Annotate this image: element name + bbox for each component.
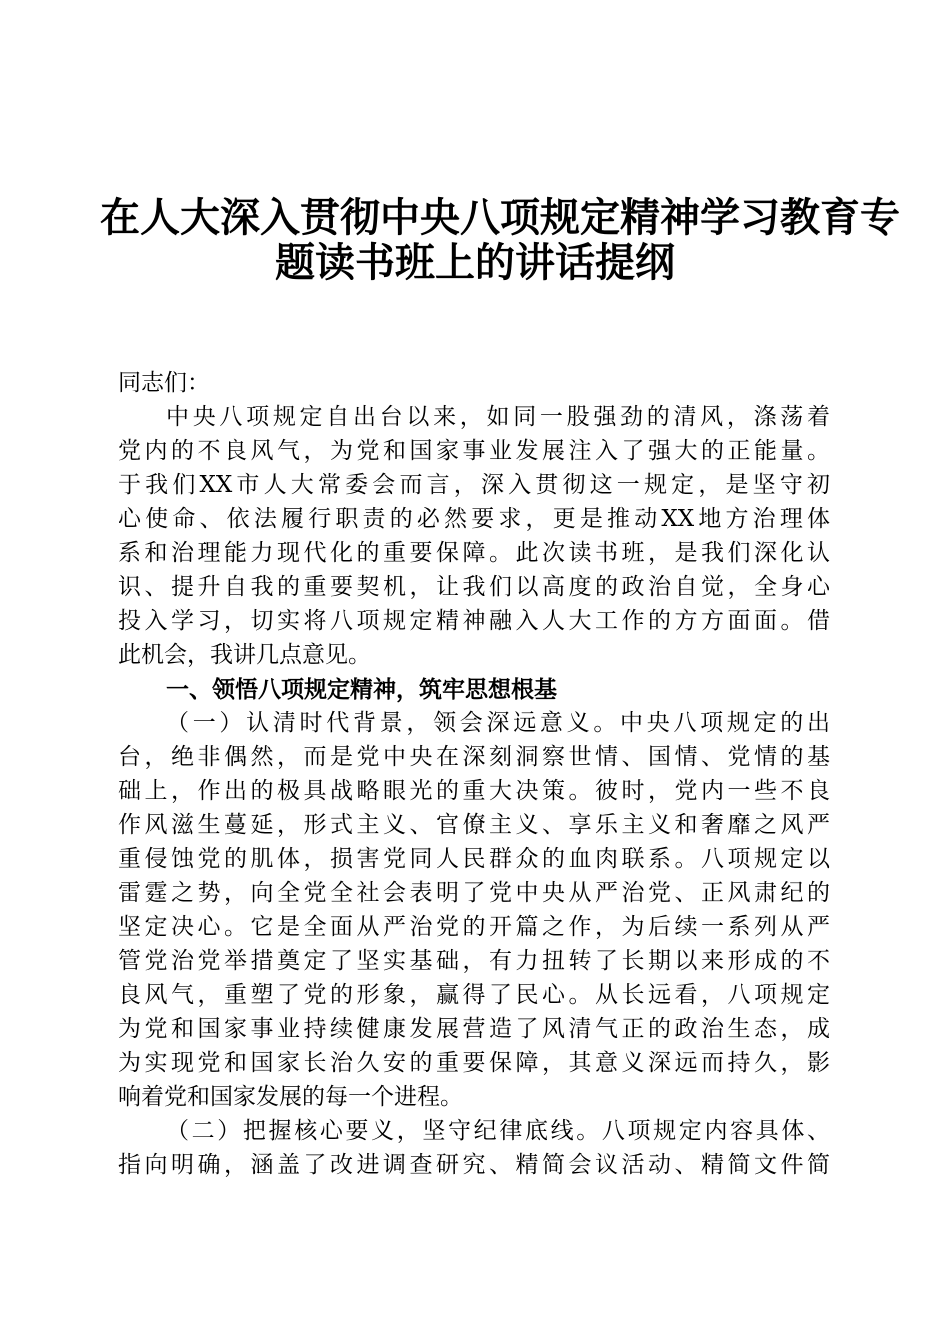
body-line: 作风滋生蔓延，形式主义、官僚主义、享乐主义和奢靡之风严 [118,812,830,838]
body-line: 投入学习，切实将八项规定精神融入人大工作的方方面面。借 [118,608,830,634]
body-line: 响着党和国家发展的每一个进程。 [118,1084,463,1110]
body-line: 于我们XX市人大常委会而言，深入贯彻这一规定，是坚守初 [118,472,830,498]
body-line: 心使命、依法履行职责的必然要求，更是推动XX地方治理体 [118,506,830,532]
body-line: 指向明确，涵盖了改进调查研究、精简会议活动、精简文件简 [118,1152,830,1178]
body-line: 重侵蚀党的肌体，损害党同人民群众的血肉联系。八项规定以 [118,846,830,872]
body-line: 此机会，我讲几点意见。 [118,642,371,668]
subsection-line: （一）认清时代背景，领会深远意义。中央八项规定的出 [166,710,830,736]
body-line: 管党治党举措奠定了坚实基础，有力扭转了长期以来形成的不 [118,948,830,974]
document-title-line-1: 在人大深入贯彻中央八项规定精神学习教育专 [100,194,900,241]
body-line: 为实现党和国家长治久安的重要保障，其意义深远而持久，影 [118,1050,830,1076]
body-line: 系和治理能力现代化的重要保障。此次读书班，是我们深化认 [118,540,830,566]
body-line: 雷霆之势，向全党全社会表明了党中央从严治党、正风肃纪的 [118,880,830,906]
body-line: 础上，作出的极具战略眼光的重大决策。彼时，党内一些不良 [118,778,830,804]
section-heading: 一、领悟八项规定精神，筑牢思想根基 [166,676,557,703]
body-line: 为党和国家事业持续健康发展营造了风清气正的政治生态，成 [118,1016,830,1042]
body-line: 良风气，重塑了党的形象，赢得了民心。从长远看，八项规定 [118,982,830,1008]
body-line: 坚定决心。它是全面从严治党的开篇之作，为后续一系列从严 [118,914,830,940]
body-line: 台，绝非偶然，而是党中央在深刻洞察世情、国情、党情的基 [118,744,830,770]
salutation: 同志们： [118,370,210,396]
body-line: 党内的不良风气，为党和国家事业发展注入了强大的正能量。 [118,438,830,464]
subsection-line: （二）把握核心要义，坚守纪律底线。八项规定内容具体、 [166,1118,830,1144]
body-line: 识、提升自我的重要契机，让我们以高度的政治自觉，全身心 [118,574,830,600]
body-line: 中央八项规定自出台以来，如同一股强劲的清风，涤荡着 [166,404,830,430]
document-title-line-2: 题读书班上的讲话提纲 [275,239,675,286]
